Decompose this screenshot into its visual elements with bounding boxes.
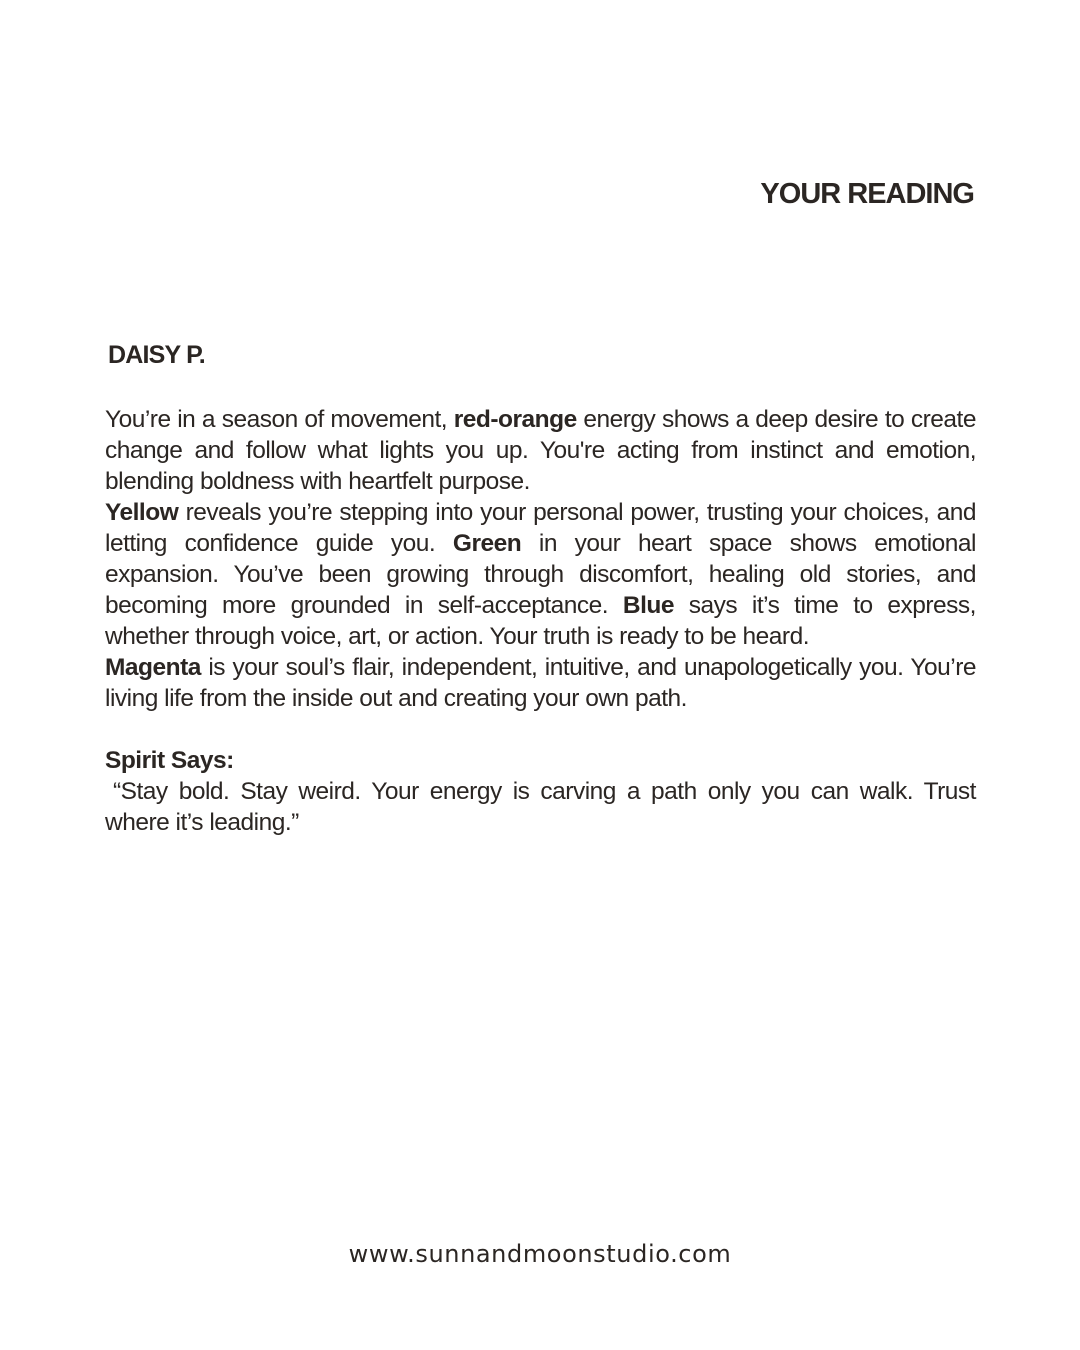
p1-text: energy shows a deep desire to create change and follow what lights you up. You're acting from instinct and emotion, blending boldness with heartfelt purpose. xyxy=(105,406,976,495)
color-green: Green xyxy=(452,530,522,557)
reading-paragraph-magenta xyxy=(105,652,976,714)
spirit-quote: “Stay bold. Stay weird. Your energy is carving a path only you can walk. Trust where it’s leading.” xyxy=(105,778,976,836)
spirit-says-label: Spirit Says: xyxy=(105,747,234,774)
green-text: in your heart space shows emotional expansion. You’ve been growing through discomfort, healing old stories, and becoming more grounded in self-acceptance. xyxy=(105,530,976,619)
client-name: DAISY P. xyxy=(108,341,205,369)
website-url: www.sunnandmoonstudio.com xyxy=(348,1240,732,1268)
color-yellow: Yellow xyxy=(105,499,179,526)
color-blue: Blue xyxy=(622,592,674,619)
color-magenta: Magenta xyxy=(105,654,201,681)
reading-body xyxy=(105,404,976,838)
color-red-orange: red-orange xyxy=(453,406,577,433)
p1-intro: You’re in a season of movement, xyxy=(105,406,454,433)
reading-paragraph-chakras xyxy=(105,497,976,652)
page-title: YOUR READING xyxy=(760,178,974,210)
reading-paragraph-red-orange xyxy=(105,404,976,497)
magenta-text: is your soul’s flair, independent, intuitive, and unapologetically you. You’re living life from the inside out and creating your own path. xyxy=(105,654,976,712)
blue-text: says it’s time to express, whether through voice, art, or action. Your truth is ready to be heard. xyxy=(105,592,976,650)
yellow-text: reveals you’re stepping into your personal power, trusting your choices, and letting confidence guide you. xyxy=(105,499,976,557)
spirit-says-block xyxy=(105,745,976,838)
